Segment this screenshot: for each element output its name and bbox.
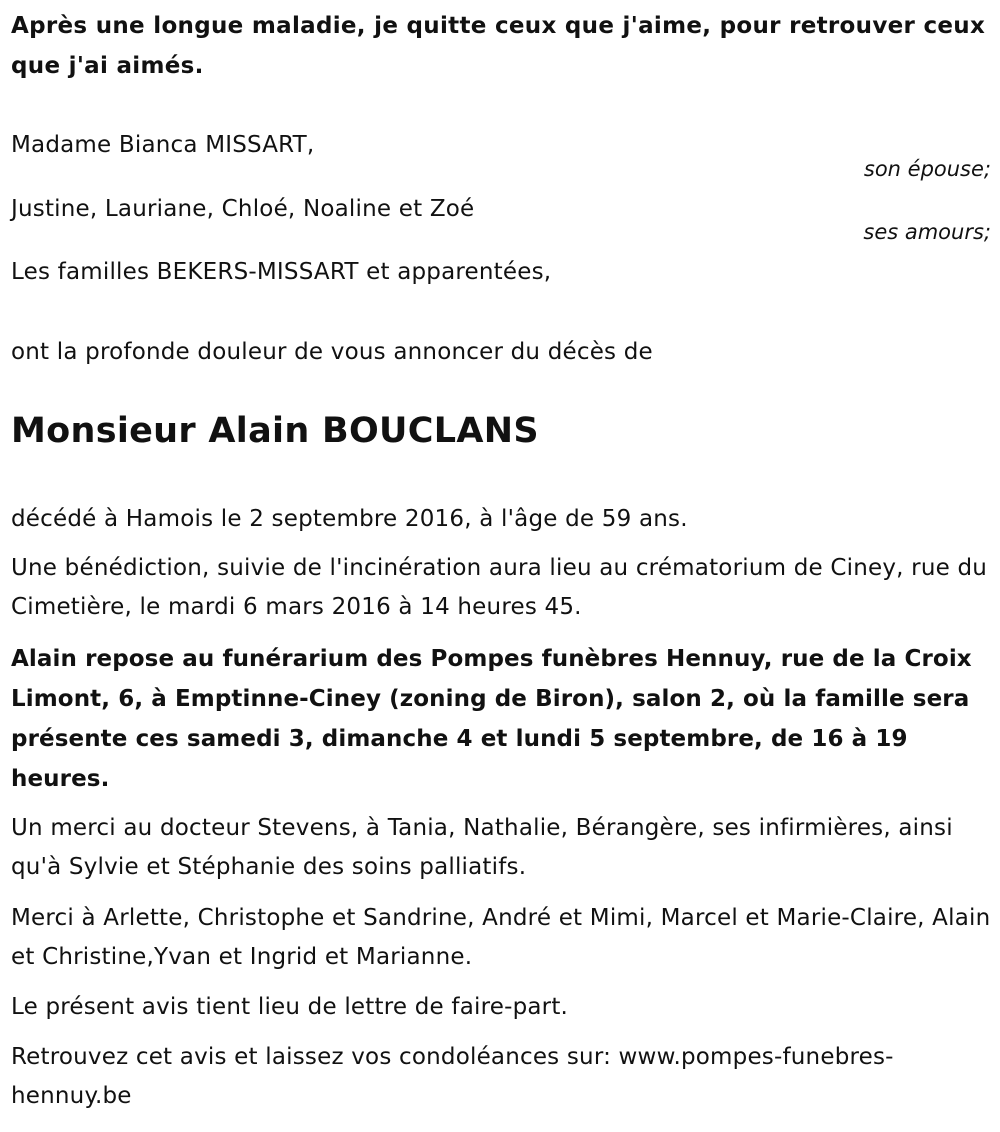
online-condolences: Retrouvez cet avis et laissez vos condoléances sur: www.pompes-funebres-hennuy.be	[11, 1044, 894, 1109]
family-role-grandchildren: ses amours;	[863, 220, 991, 244]
announcement-text: ont la profonde douleur de vous annoncer du décès de	[11, 339, 653, 365]
family-member-grandchildren: Justine, Lauriane, Chloé, Noaline et Zoé	[11, 196, 475, 222]
family-role-spouse: son épouse;	[863, 157, 991, 181]
deceased-name: Monsieur Alain BOUCLANS	[11, 411, 539, 451]
family-member-relatives: Les familles BEKERS-MISSART et apparentées,	[11, 259, 552, 285]
notice-text: Le présent avis tient lieu de lettre de faire-part.	[11, 994, 569, 1020]
death-details: décédé à Hamois le 2 septembre 2016, à l'âge de 59 ans.	[11, 506, 688, 532]
visitation-details: Alain repose au funérarium des Pompes funèbres Hennuy, rue de la Croix Limont, 6, à Emptinne-Ciney (zoning de Biron), salon 2, où la famille sera présente ces samedi 3, dimanche 4 et lundi 5 septembre, de 16 à 19 heures.	[11, 646, 972, 792]
opening-quote: Après une longue maladie, je quitte ceux que j'aime, pour retrouver ceux que j'ai aimés.	[11, 13, 986, 79]
medical-thanks: Un merci au docteur Stevens, à Tania, Nathalie, Bérangère, ses infirmières, ainsi qu'à Sylvie et Stéphanie des soins palliatifs.	[11, 815, 953, 880]
friends-thanks: Merci à Arlette, Christophe et Sandrine, André et Mimi, Marcel et Marie-Claire, Alain et Christine,Yvan et Ingrid et Marianne.	[11, 905, 991, 970]
ceremony-details: Une bénédiction, suivie de l'incinération aura lieu au crématorium de Ciney, rue du Cimetière, le mardi 6 mars 2016 à 14 heures 45.	[11, 555, 988, 620]
family-member-spouse: Madame Bianca MISSART,	[11, 132, 315, 158]
